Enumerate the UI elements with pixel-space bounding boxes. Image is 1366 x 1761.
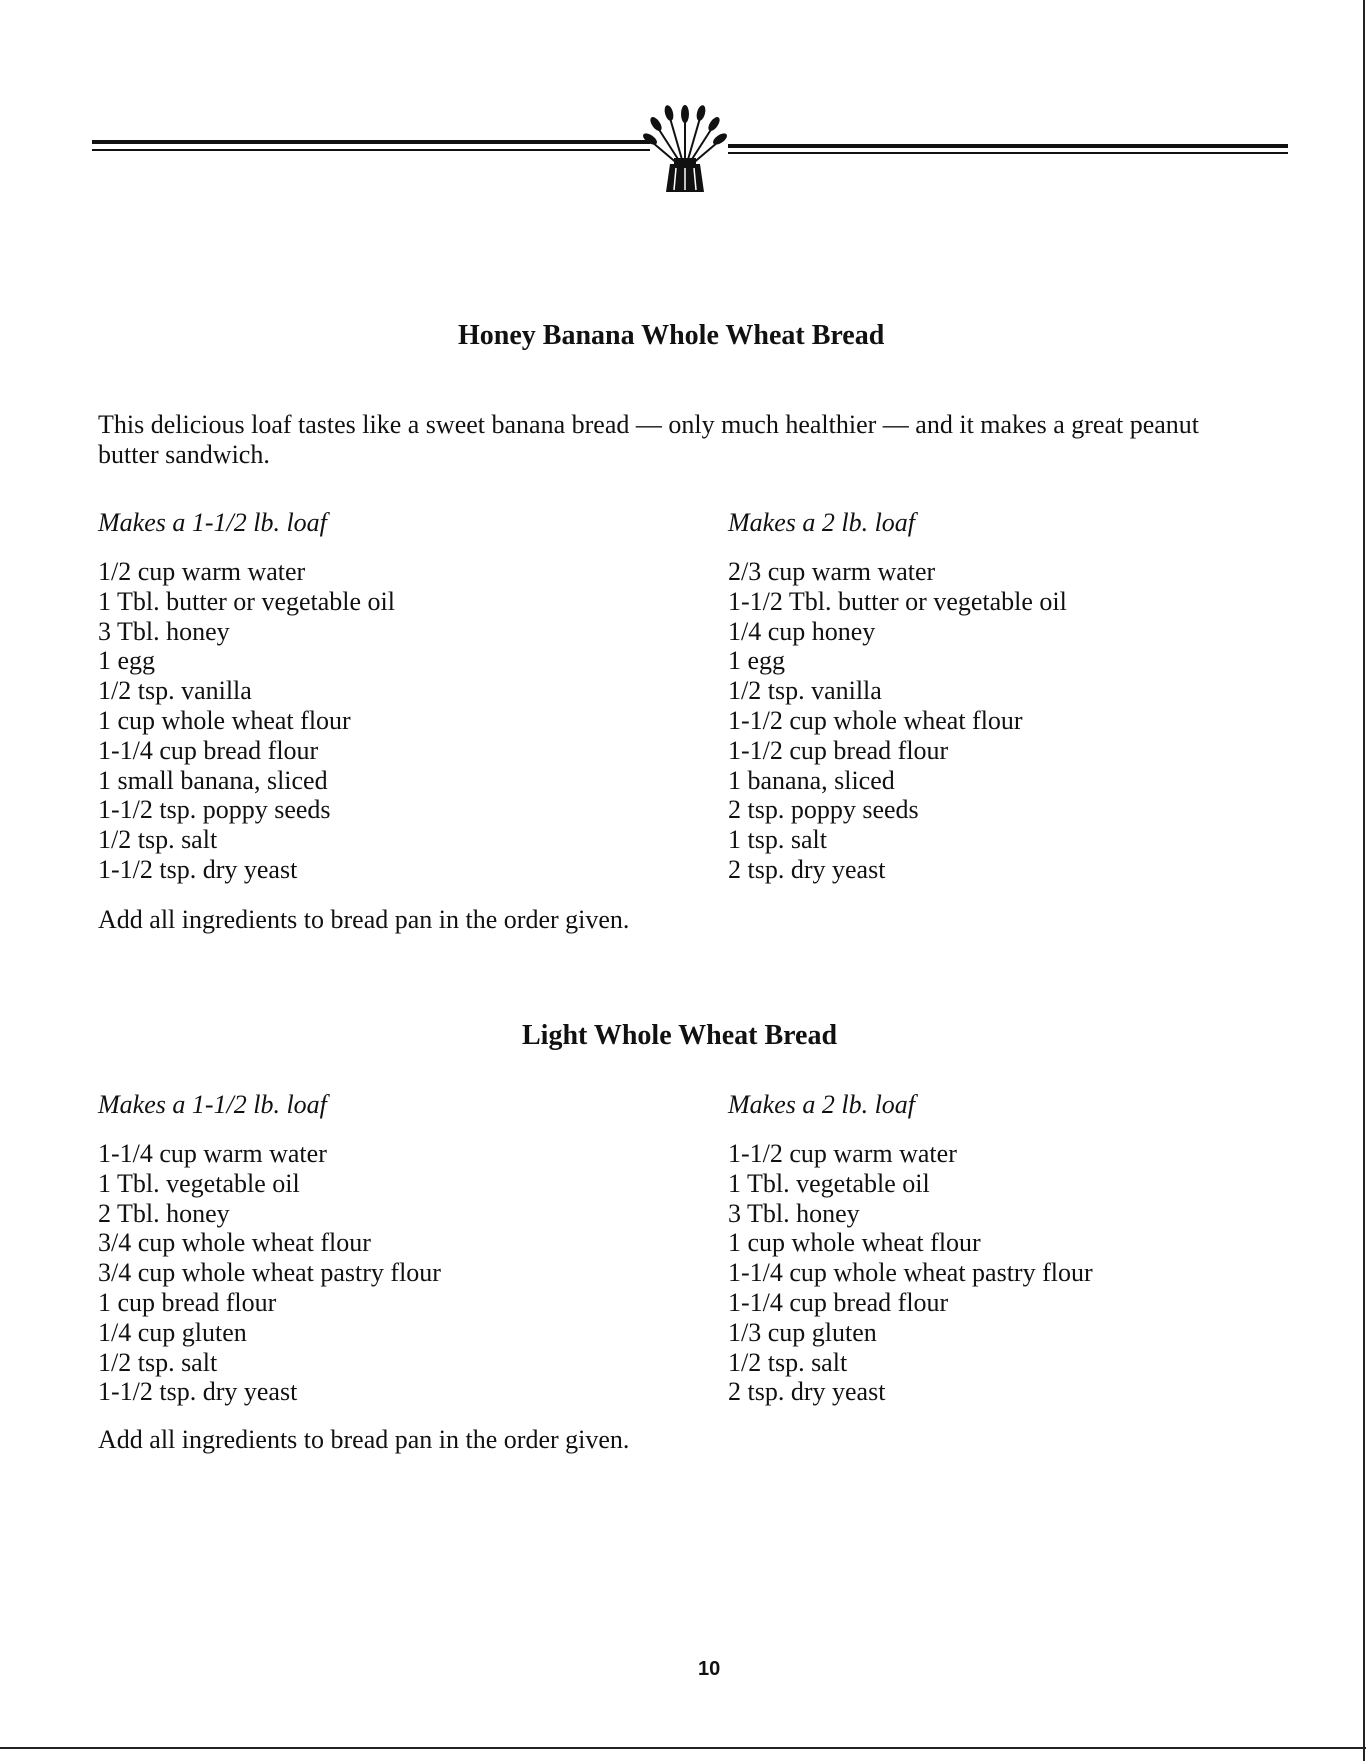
recipe-intro: This delicious loaf tastes like a sweet banana bread — only much healthier — and it makes a great peanut butter sandwich.: [98, 410, 1200, 469]
wheat-sheaf-icon: [640, 100, 730, 196]
ingredient-item: 1-1/2 tsp. dry yeast: [98, 1377, 298, 1407]
ingredient-item: 1 banana, sliced: [728, 765, 895, 795]
ingredient-item: 1-1/2 tsp. dry yeast: [98, 854, 298, 884]
ingredient-item: 1 egg: [728, 646, 786, 676]
ingredient-item: 1/2 tsp. salt: [98, 1347, 218, 1377]
page-border-bottom: [0, 1747, 1366, 1749]
loaf-size-label-large: Makes a 2 lb. loaf: [728, 508, 916, 537]
ingredient-item: 1-1/4 cup whole wheat pastry flour: [728, 1258, 1093, 1288]
recipe-title: Light Whole Wheat Bread: [522, 1020, 838, 1051]
ingredient-item: 1/2 tsp. vanilla: [728, 676, 882, 706]
recipe-title: Honey Banana Whole Wheat Bread: [458, 320, 885, 351]
ingredient-item: 1/3 cup gluten: [728, 1317, 877, 1347]
ingredient-item: 1/4 cup gluten: [98, 1317, 247, 1347]
page-number: 10: [698, 1658, 721, 1680]
ingredient-item: 1 Tbl. butter or vegetable oil: [98, 586, 395, 616]
ingredient-item: 2 Tbl. honey: [98, 1198, 230, 1228]
ingredient-item: 1 egg: [98, 646, 156, 676]
ingredient-item: 1 cup whole wheat flour: [98, 705, 351, 735]
ingredient-item: 1 small banana, sliced: [98, 765, 328, 795]
ingredient-item: 1-1/2 cup whole wheat flour: [728, 705, 1023, 735]
page-border-right: [1363, 0, 1365, 1761]
ingredient-item: 1-1/2 cup bread flour: [728, 735, 949, 765]
ingredient-item: 1 cup whole wheat flour: [728, 1228, 981, 1258]
ingredient-item: 1/2 tsp. salt: [728, 1347, 848, 1377]
ingredient-item: 3/4 cup whole wheat flour: [98, 1228, 371, 1258]
loaf-size-label-large: Makes a 2 lb. loaf: [728, 1090, 916, 1119]
ingredient-list-small: [98, 1139, 441, 1407]
ingredient-item: 1-1/4 cup bread flour: [98, 735, 319, 765]
ingredient-item: 2 tsp. poppy seeds: [728, 795, 919, 825]
ingredient-list-large: [728, 557, 1067, 885]
ingredient-list-large: [728, 1139, 1093, 1407]
ingredient-item: 1-1/2 Tbl. butter or vegetable oil: [728, 586, 1067, 616]
ingredient-item: 1-1/4 cup warm water: [98, 1139, 327, 1168]
loaf-size-label-small: Makes a 1-1/2 lb. loaf: [98, 508, 327, 537]
ingredient-item: 2/3 cup warm water: [728, 557, 936, 586]
ingredient-item: 1 Tbl. vegetable oil: [728, 1168, 930, 1198]
ingredient-item: 3 Tbl. honey: [728, 1198, 860, 1228]
ingredient-list-small: [98, 557, 395, 885]
ingredient-item: 1-1/2 cup warm water: [728, 1139, 957, 1168]
recipe-instructions: Add all ingredients to bread pan in the order given.: [98, 905, 630, 934]
loaf-size-label-small: Makes a 1-1/2 lb. loaf: [98, 1090, 327, 1119]
ingredient-item: 2 tsp. dry yeast: [728, 1377, 886, 1407]
ingredient-item: 1/4 cup honey: [728, 616, 876, 646]
ingredient-item: 2 tsp. dry yeast: [728, 854, 886, 884]
ingredient-item: 1 cup bread flour: [98, 1287, 277, 1317]
ingredient-item: 1-1/4 cup bread flour: [728, 1287, 949, 1317]
ingredient-item: 1/2 cup warm water: [98, 557, 306, 586]
ingredient-item: 1 tsp. salt: [728, 825, 827, 855]
ingredient-item: 1 Tbl. vegetable oil: [98, 1168, 300, 1198]
ingredient-item: 3 Tbl. honey: [98, 616, 230, 646]
recipe-instructions: Add all ingredients to bread pan in the order given.: [98, 1425, 630, 1454]
ingredient-item: 1/2 tsp. salt: [98, 825, 218, 855]
ingredient-item: 1-1/2 tsp. poppy seeds: [98, 795, 331, 825]
ingredient-item: 1/2 tsp. vanilla: [98, 676, 252, 706]
ingredient-item: 3/4 cup whole wheat pastry flour: [98, 1258, 441, 1288]
